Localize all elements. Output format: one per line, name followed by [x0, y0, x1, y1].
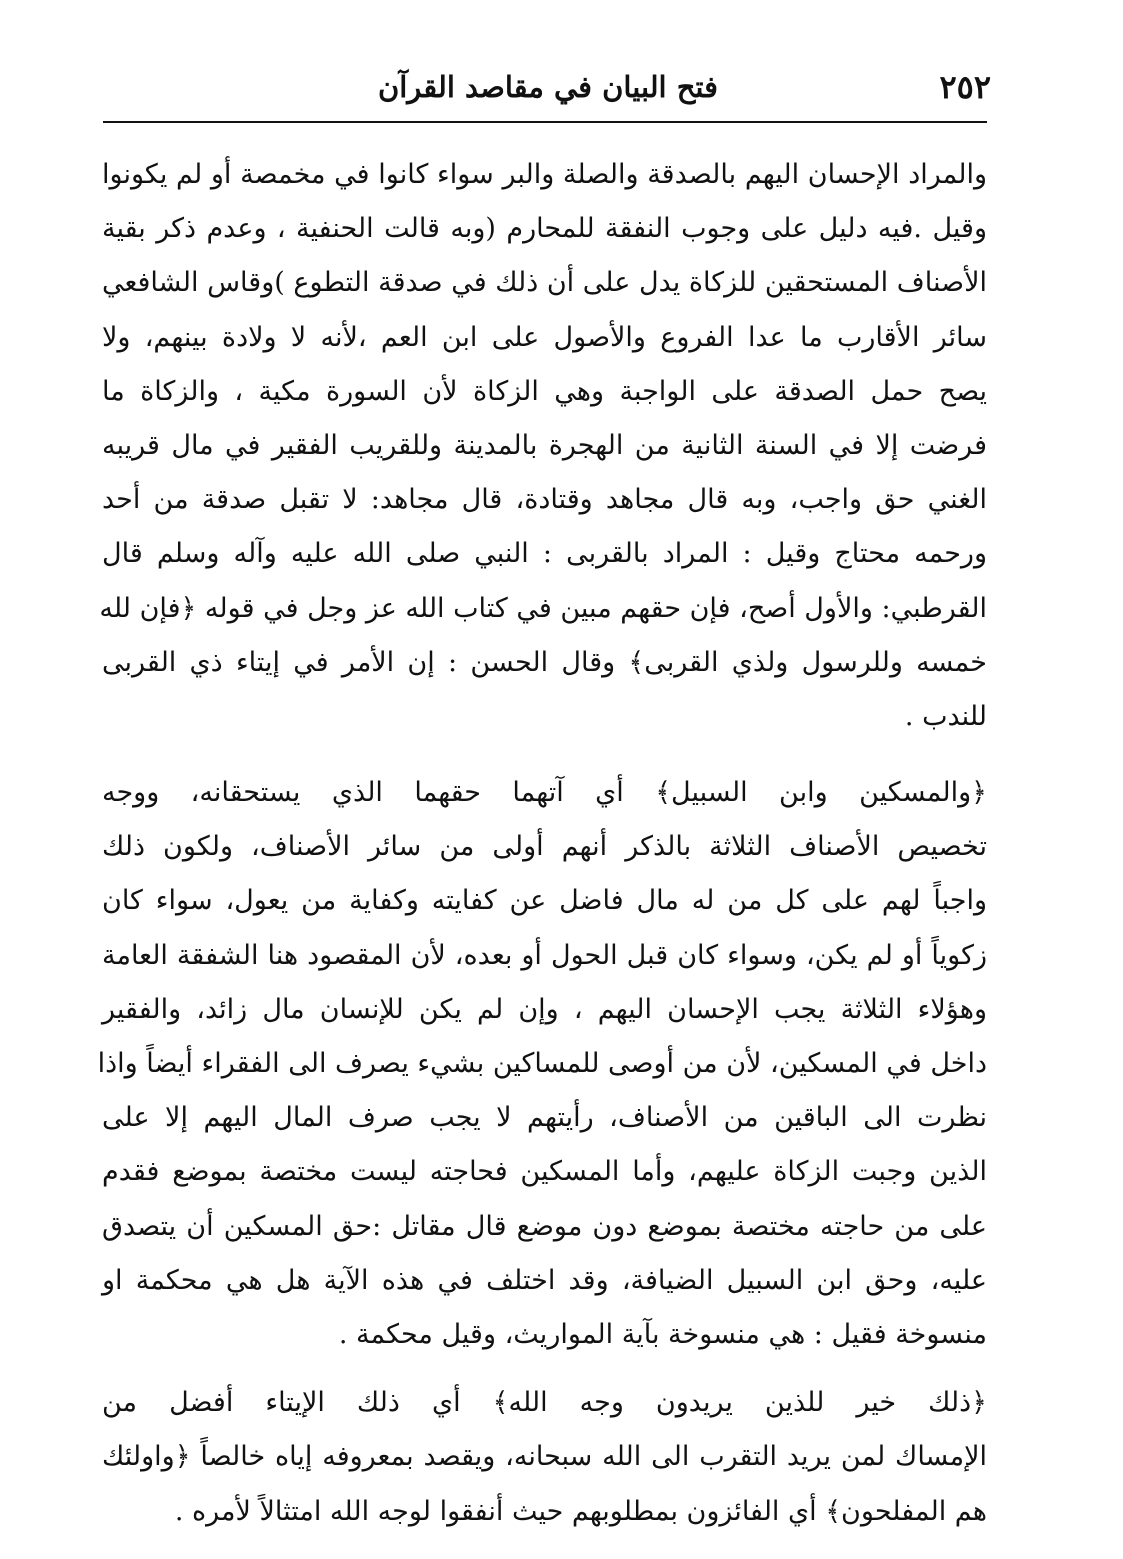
running-title: فتح البيان في مقاصد القرآن: [377, 70, 719, 104]
text-line: زكوياً أو لم يكن، وسواء كان قبل الحول أو بعده، لأن المقصود هنا الشفقة العامة: [102, 939, 987, 971]
page-number: ٢٥٢: [939, 68, 991, 106]
text-line: نظرت الى الباقين من الأصناف، رأيتهم لا يجب صرف المال اليهم إلا على: [102, 1102, 987, 1134]
paragraph-3: [102, 1376, 987, 1539]
text-line: يصح حمل الصدقة على الواجبة وهي الزكاة لأن السورة مكية ، والزكاة ما: [102, 375, 987, 407]
text-line: هم المفلحون﴾ أي الفائزون بمطلوبهم حيث أنفقوا لوجه الله امتثالاً لأمره .: [174, 1495, 987, 1527]
paragraph-2: [97, 766, 987, 1362]
text-line: ورحمه محتاج وقيل : المراد بالقربى : النبي صلى الله عليه وآله وسلم قال: [102, 538, 987, 570]
text-line: واجباً لهم على كل من له مال فاضل عن كفايته وكفاية من يعول، سواء كان: [102, 885, 987, 917]
text-line: وهؤلاء الثلاثة يجب الإحسان اليهم ، وإن لم يكن للإنسان مال زائد، والفقير: [102, 993, 987, 1025]
text-line: والمراد الإحسان اليهم بالصدقة والصلة والبر سواء كانوا في مخمصة أو لم يكونوا: [102, 159, 987, 190]
text-line: فرضت إلا في السنة الثانية من الهجرة بالمدينة وللقريب الفقير في مال قريبه: [102, 429, 987, 461]
text-line: سائر الأقارب ما عدا الفروع والأصول على ابن العم ،لأنه لا ولادة بينهم، ولا: [102, 321, 987, 353]
header-rule: [103, 121, 987, 123]
text-line: داخل في المسكين، لأن من أوصى للمساكين بشيء يصرف الى الفقراء أيضاً واذا: [97, 1048, 987, 1079]
text-line: الأصناف المستحقين للزكاة يدل على أن ذلك في صدقة التطوع )وقاس الشافعي: [102, 267, 987, 299]
text-line: الإمساك لمن يريد التقرب الى الله سبحانه، ويقصد بمعروفه إياه خالصاً ﴿واولئك: [102, 1441, 987, 1473]
text-line: منسوخة فقيل : هي منسوخة بآية المواريث، وقيل محكمة .: [338, 1318, 987, 1350]
text-line: وقيل .فيه دليل على وجوب النفقة للمحارم (وبه قالت الحنفية ، وعدم ذكر بقية: [102, 213, 987, 245]
text-line: خمسه وللرسول ولذي القربى﴾ وقال الحسن : إن الأمر في إيتاء ذي القربى: [102, 646, 987, 678]
text-line: الذين وجبت الزكاة عليهم، وأما المسكين فحاجته ليست مختصة بموضع فقدم: [102, 1156, 987, 1188]
text-line: تخصيص الأصناف الثلاثة بالذكر أنهم أولى من سائر الأصناف، ولكون ذلك: [102, 831, 987, 863]
text-line: ﴿والمسكين وابن السبيل﴾ أي آتهما حقهما الذي يستحقانه، ووجه: [102, 777, 987, 809]
text-line: للندب .: [904, 700, 987, 732]
text-line: القرطبي: والأول أصح، فإن حقهم مبين في كتاب الله عز وجل في قوله ﴿فإن لله: [99, 592, 987, 624]
paragraph-1: [99, 148, 987, 744]
page-body: [97, 148, 987, 1539]
text-line: عليه، وحق ابن السبيل الضيافة، وقد اختلف في هذه الآية هل هي محكمة او: [102, 1264, 987, 1296]
text-line: الغني حق واجب، وبه قال مجاهد وقتادة، قال مجاهد: لا تقبل صدقة من أحد: [102, 484, 987, 516]
text-line: ﴿ذلك خير للذين يريدون وجه الله﴾ أي ذلك الإيتاء أفضل من: [102, 1387, 987, 1419]
text-line: على من حاجته مختصة بموضع دون موضع قال مقاتل :حق المسكين أن يتصدق: [102, 1210, 987, 1242]
page-header: [103, 60, 993, 116]
